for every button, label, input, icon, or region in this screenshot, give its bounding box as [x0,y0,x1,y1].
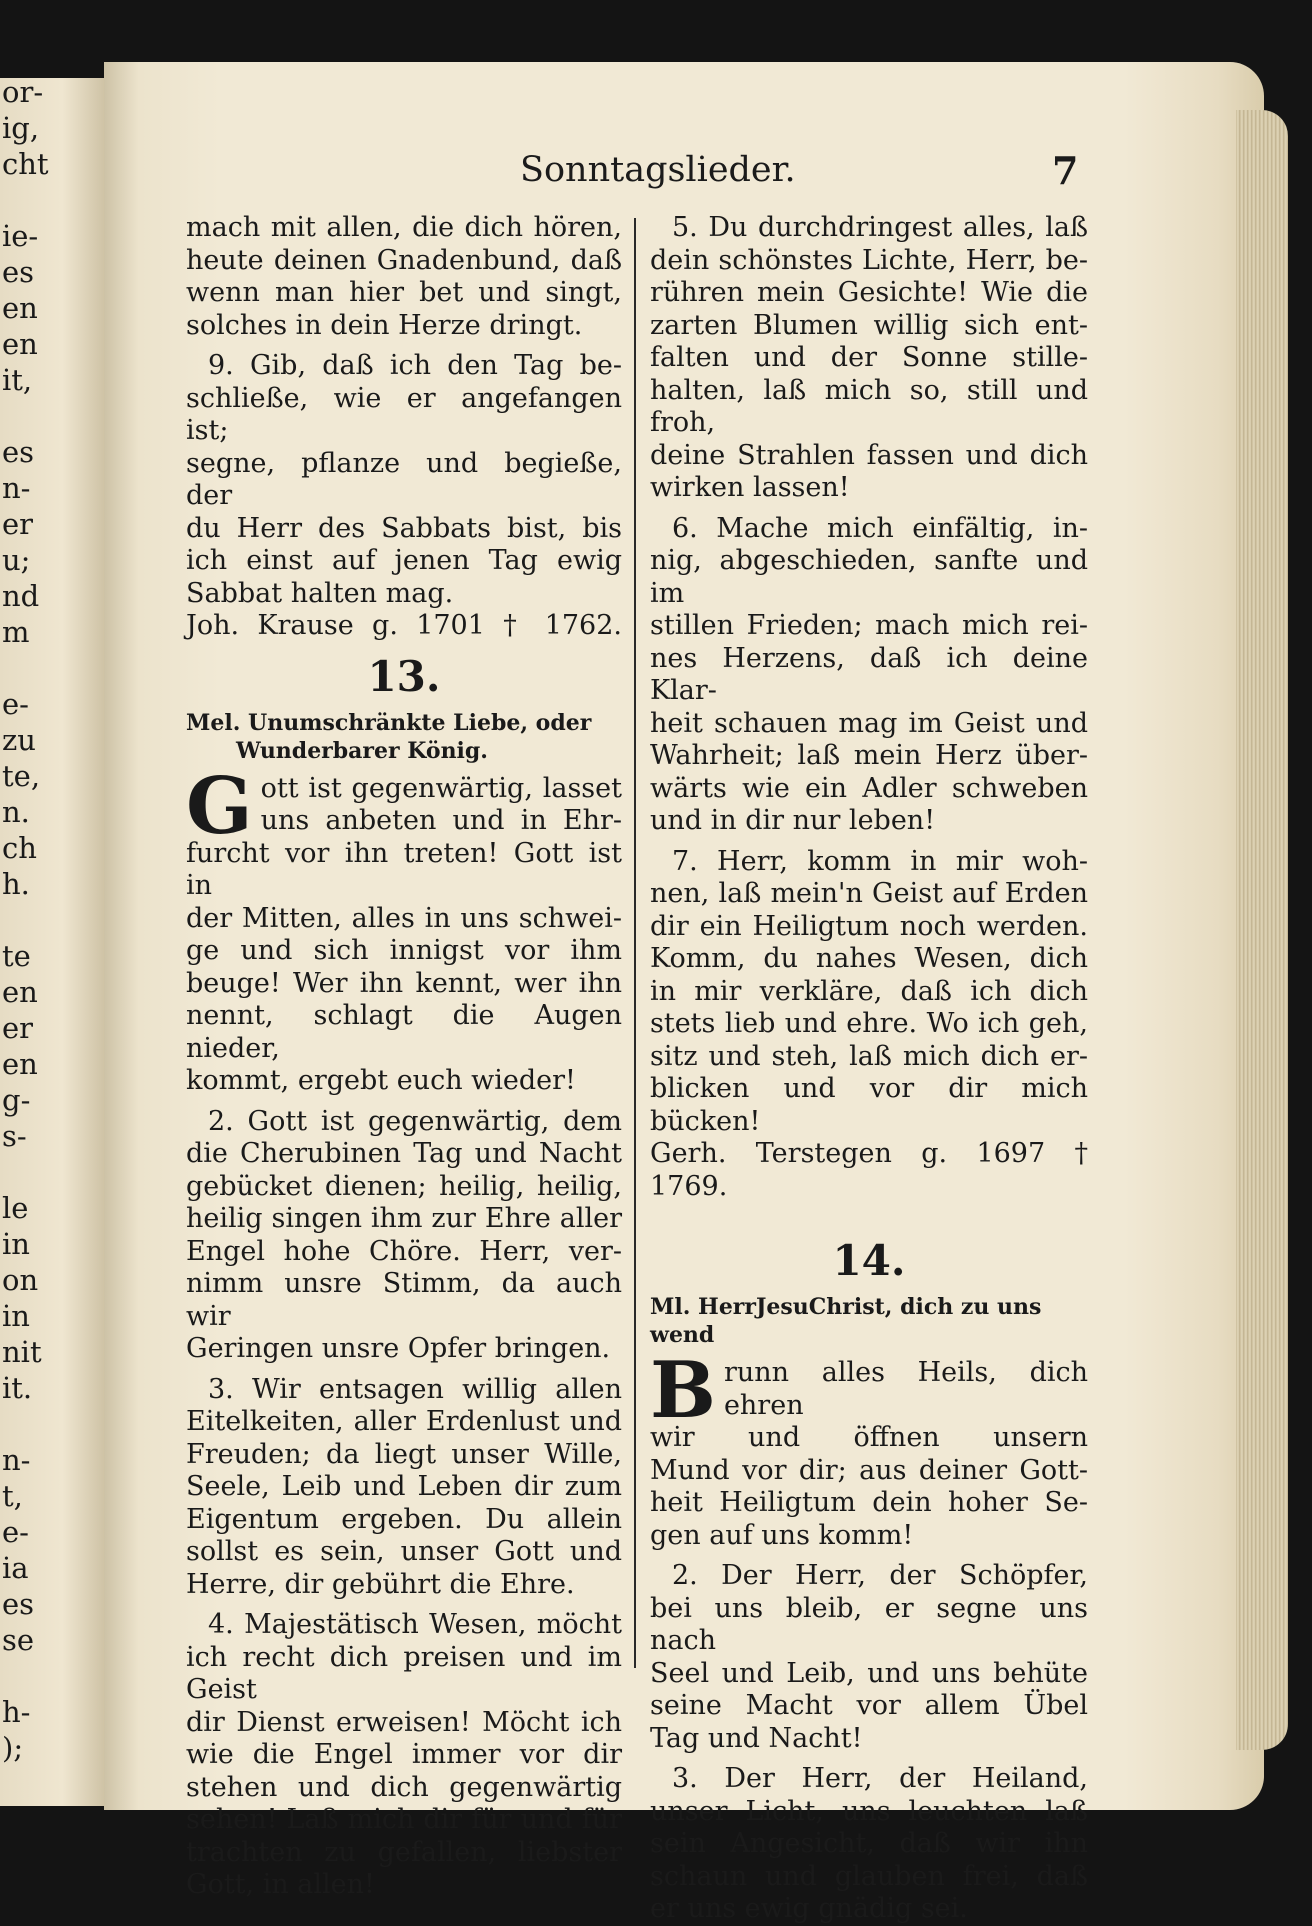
left-page-fragment: in [2,1299,30,1333]
verse-line: Eitelkeiten, aller Erdenlust und [186,1406,622,1437]
verse-line: uns anbeten und in Ehr- [260,805,622,836]
left-page-fragment: er [2,1011,34,1045]
left-page-fragment: zu [2,723,36,757]
verse-line: 2. Der Herr, der Schöpfer, [672,1560,1088,1591]
verse-line: nennt, schlagt die Augen nieder, [186,1000,622,1064]
left-page-fragment: te, [2,759,41,793]
verse-line: nes Herzens, daß ich deine Klar- [650,642,1088,706]
left-page-fragment: h. [2,867,30,901]
left-page-fragment: g- [2,1083,31,1117]
left-page-fragment: n. [2,795,30,829]
left-page-fragment: te [2,939,31,973]
hymn-14-number: 14. [832,1236,906,1285]
left-page-fragment: ch [2,831,37,865]
verse-line: zarten Blumen willig sich ent- [650,309,1088,341]
verse-line: beuge! Wer ihn kennt, wer ihn [186,967,622,999]
verse-line: Geringen unsre Opfer bringen. [186,1333,611,1364]
left-page-fragment: s- [2,1119,27,1153]
verse-8-end [186,212,622,342]
drop-cap: G [186,760,253,852]
left-page-fragment: m [2,615,30,649]
verse-line: die Cherubinen Tag und Nacht [186,1138,622,1169]
verse-line: bei uns bleib, er segne uns nach [650,1592,1088,1656]
hymn-13-verse-6 [650,513,1088,838]
left-page-fragment: se [2,1623,35,1657]
hymn-14-verse-1 [650,1345,1088,1552]
left-page-fragment: n- [2,1443,31,1477]
hymn-14-verse-2 [650,1560,1088,1755]
verse-line: er uns ewig gnädig sei. [650,1893,968,1924]
verse-line: wärts wie ein Adler schweben [650,772,1088,804]
verse-line: ich recht dich preisen und im Geist [186,1641,622,1705]
column-rule [634,218,636,1668]
verse-line: Seele, Leib und Leben dir zum [186,1471,622,1502]
verse-line: 2. Gott ist gegenwärtig, dem [208,1105,622,1137]
left-page-fragment: es [2,255,35,289]
verse-line: in mir verkläre, daß ich dich [650,975,1088,1007]
verse-line: dir ein Heiligtum noch werden. [650,910,1088,942]
hymn-13-melody [186,709,622,765]
hymn-13-continued [650,212,1088,1203]
left-page-fragment: h- [2,1695,31,1729]
left-page-fragment: es [2,435,35,469]
verse-line: Eigentum ergeben. Du allein [186,1503,622,1535]
verse-line: dir Dienst erweisen! Möcht ich [186,1706,622,1738]
verse-line: falten und der Sonne stille- [650,342,1088,373]
hymn-13-verse-1 [186,760,622,1098]
verse-line: ott ist gegenwärtig, lasset [260,772,622,804]
verse-line: stets lieb und ehre. Wo ich geh, [650,1008,1088,1039]
verse-line: nimm unsre Stimm, da auch wir [186,1268,622,1332]
left-page-fragment: le [2,1191,29,1225]
hymn-13-verse-4 [186,1609,622,1902]
verse-line: du Herr des Sabbats bist, bis [186,512,622,544]
verse-line: sein Angesicht, daß wir ihn [650,1828,1088,1859]
right-column [650,212,1088,1926]
verse-line: Freuden; da liegt unser Wille, [186,1438,622,1470]
hymn-13-melody-line-1: Mel. Unumschränkte Liebe, oder [186,709,592,736]
hymn-14-melody: Ml. HerrJesuChrist, dich zu uns wend [650,1294,1042,1348]
hymn-13-verse-2 [186,1106,622,1366]
verse-line: solches in dein Herze dringt. [186,309,583,341]
verse-line: sitz und steh, laß mich dich er- [650,1040,1088,1072]
verse-line: sollst es sein, unser Gott und [186,1536,622,1567]
left-page-fragment: on [2,1263,39,1297]
verse-line: der Mitten, alles in uns schwei- [186,902,622,934]
hymn-13-verse-3 [186,1374,622,1602]
verse-line: Gott, in allen! [186,1869,375,1900]
verse-line: nen, laß mein'n Geist auf Erden [650,878,1088,909]
left-page-fragment: en [2,975,38,1009]
left-page-fragment: en [2,291,38,325]
verse-line: 7. Herr, komm in mir woh- [672,845,1088,877]
verse-line: Herre, dir gebührt die Ehre. [186,1568,575,1600]
verse-line: kommt, ergebt euch wieder! [186,1065,576,1096]
hymn-14 [650,1233,1088,1926]
verse-line: wenn man hier bet und singt, [186,277,622,308]
left-page-fragment: nd [2,579,40,613]
hymn-13 [186,649,622,1902]
hymn-13-number: 13. [367,651,441,701]
left-page-fragment: it. [2,1371,33,1405]
verse-line: furcht vor ihn treten! Gott ist in [186,837,622,901]
verse-line: seine Macht vor allem Übel [650,1690,1088,1721]
left-page-fragment: er [2,507,34,541]
verse-line: stillen Frieden; mach mich rei- [650,610,1088,641]
verse-line: ge und sich innigst vor ihm [186,935,622,966]
page-fore-edge [1236,110,1288,1750]
running-head: Sonntagslieder. [520,150,796,190]
left-page-fragment: or- [2,78,44,109]
verse-line: heilig singen ihm zur Ehre aller [186,1203,622,1234]
left-page-fragment: e- [2,1515,29,1549]
left-page-fragment: es [2,1587,35,1621]
hymn-13-author: Gerh. Terstegen g. 1697 † 1769. [650,1138,1088,1202]
left-page-fragment: ie- [2,219,39,253]
verse-line: Seel und Leib, und uns behüte [650,1657,1088,1689]
verse-line: 3. Wir entsagen willig allen [208,1373,622,1405]
verse-line: wir und öffnen unsern [650,1422,1088,1453]
verse-line: mach mit allen, die dich hören, [186,212,622,243]
verse-line: nig, abgeschieden, sanfte und im [650,545,1088,609]
verse-line: gen auf uns komm! [650,1519,914,1551]
left-column [186,212,622,1902]
hymn-14-verse-3 [650,1763,1088,1926]
verse-line: Sabbat halten mag. [186,577,454,609]
left-page-fragment: e- [2,687,29,721]
verse-line: Wahrheit; laß mein Herz über- [650,740,1088,771]
verse-line: ich einst auf jenen Tag ewig [186,545,622,576]
left-page-fragment: in [2,1227,30,1261]
verse-line: 5. Du durchdringest alles, laß [672,212,1088,243]
verse-line: deine Strahlen fassen und dich [650,439,1088,471]
left-page-fragment: u; [2,543,31,577]
verse-line: stehen und dich gegenwärtig [186,1771,622,1803]
hymn-13-melody-line-2: Wunderbarer König. [236,737,488,764]
left-page-fragment: n- [2,471,31,505]
verse-line: Tag und Nacht! [650,1722,863,1754]
left-page-fragment: t, [2,1479,23,1513]
left-page-fragment: it, [2,363,33,397]
verse-line: wie die Engel immer vor dir [186,1739,622,1770]
left-page-fragment: ia [2,1551,29,1585]
left-page-fragment: nit [2,1335,42,1369]
verse-line: 9. Gib, daß ich den Tag be- [208,350,622,381]
verse-line: heit schauen mag im Geist und [650,707,1088,739]
verse-line: 3. Der Herr, der Heiland, [672,1763,1088,1794]
hymn-13-verse-7 [650,846,1088,1139]
verse-line: Engel hohe Chöre. Herr, ver- [186,1235,622,1267]
hymn-12-author: Joh. Krause g. 1701 † 1762. [186,610,622,641]
verse-line: rühren mein Gesichte! Wie die [650,277,1088,308]
verse-line: blicken und vor dir mich bücken! [650,1073,1088,1137]
verse-line: 4. Majestätisch Wesen, möcht [208,1609,622,1640]
left-page-fragment: ); [2,1731,24,1765]
verse-line: schließe, wie er angefangen ist; [186,382,622,446]
verse-line: wirken lassen! [650,472,850,503]
hymn-12-ending [186,212,622,643]
verse-line: halten, laß mich so, still und froh, [650,374,1088,438]
verse-line: sehen! Laß mich dir für und für [186,1804,622,1835]
drop-cap: B [650,1345,716,1436]
verse-line: trachten zu gefallen, liebster [186,1836,622,1868]
verse-line: schaun und glauben frei, daß [650,1860,1088,1892]
left-page-fragment: cht [2,147,49,181]
verse-line: Mund vor dir; aus deiner Gott- [650,1454,1088,1486]
verse-9 [186,350,622,610]
verse-line: gebücket dienen; heilig, heilig, [186,1170,622,1202]
hymn-13-verse-5 [650,212,1088,505]
left-page-edge [0,78,104,1806]
verse-line: dein schönstes Lichte, Herr, be- [650,244,1088,276]
verse-line: heute deinen Gnadenbund, daß [186,244,622,276]
verse-line: und in dir nur leben! [650,805,936,836]
left-page-fragment: ig, [2,111,40,145]
page-number: 7 [1052,148,1079,193]
verse-line: runn alles Heils, dich ehren [723,1357,1088,1421]
verse-line: segne, pflanze und begieße, der [186,447,622,511]
verse-line: heit Heiligtum dein hoher Se- [650,1487,1088,1518]
verse-line: 6. Mache mich einfältig, in- [672,512,1088,544]
left-page-fragment: en [2,327,38,361]
verse-line: unser Licht, uns leuchten laß [650,1795,1088,1827]
verse-line: Komm, du nahes Wesen, dich [650,943,1088,974]
left-page-fragment: en [2,1047,38,1081]
